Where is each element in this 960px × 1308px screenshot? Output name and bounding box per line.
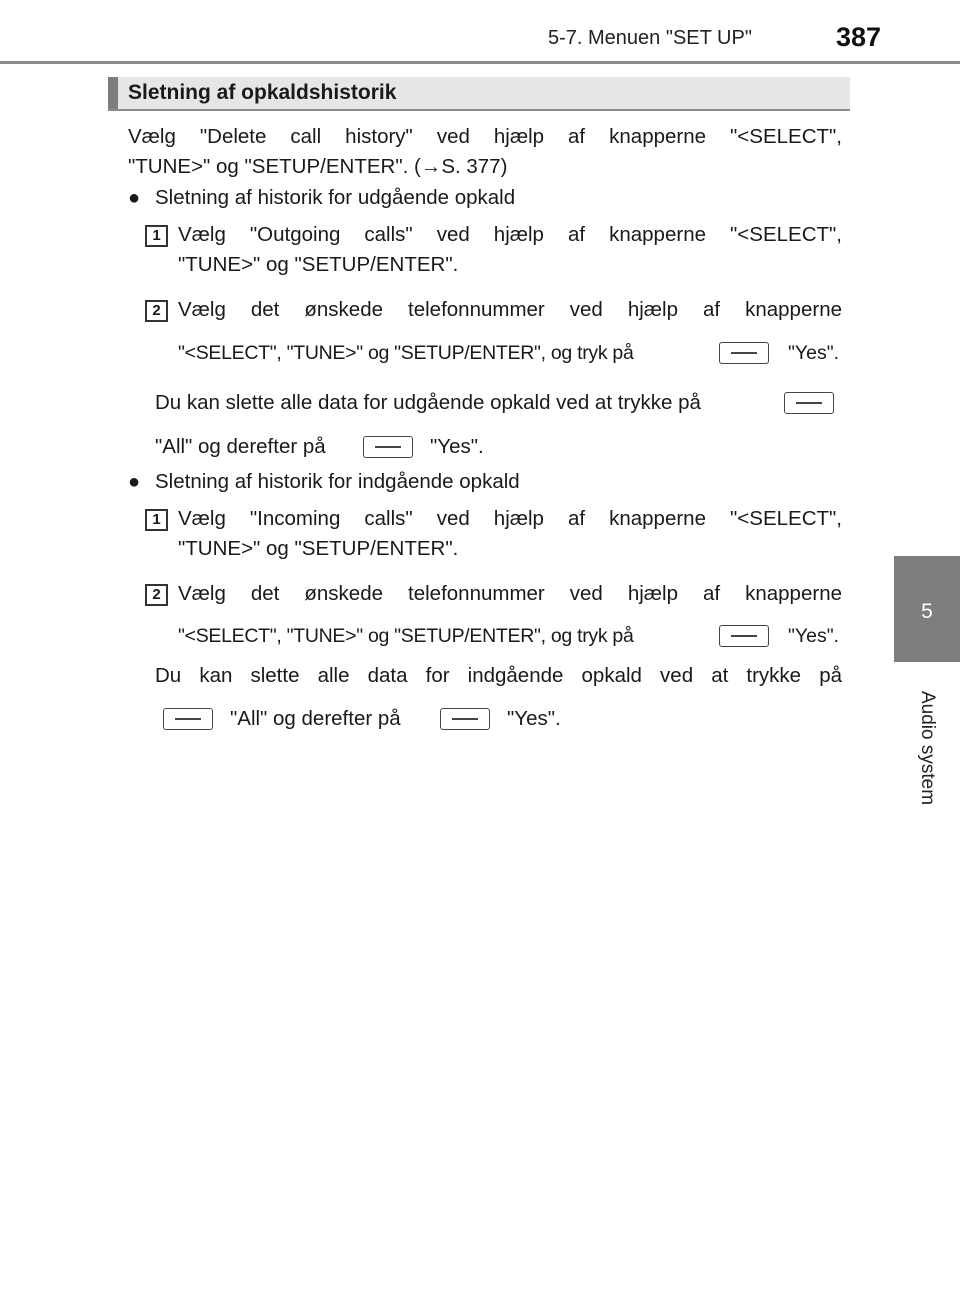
incoming-note-line-2b: "Yes". xyxy=(507,707,561,730)
outgoing-note-line-1: Du kan slette alle data for udgående opkald ved at trykke på xyxy=(155,391,701,414)
bullet-icon: ● xyxy=(128,471,141,493)
incoming-step2-yes: "Yes". xyxy=(788,625,840,647)
chapter-title: 5-7. Menuen "SET UP" xyxy=(548,27,752,49)
chapter-tab-label-area xyxy=(894,668,960,828)
seek-button-icon xyxy=(719,342,769,364)
outgoing-step1-line-1: Vælg "Outgoing calls" ved hjælp af knapperne "<SELECT", xyxy=(178,223,842,246)
incoming-step1-line-1: Vælg "Incoming calls" ved hjælp af knapperne "<SELECT", xyxy=(178,507,842,530)
step-number-badge: 2 xyxy=(145,584,168,606)
intro-line-1: Vælg "Delete call history" ved hjælp af knapperne "<SELECT", xyxy=(128,125,842,148)
incoming-step2-line-1: Vælg det ønskede telefonnummer ved hjælp af knapperne xyxy=(178,582,842,605)
incoming-step2-line-2: "<SELECT", "TUNE>" og "SETUP/ENTER", og tryk på xyxy=(178,625,634,647)
step-number-badge: 2 xyxy=(145,300,168,322)
seek-button-icon xyxy=(784,392,834,414)
chapter-tab-label: Audio system xyxy=(917,690,938,806)
outgoing-step2-yes: "Yes". xyxy=(788,342,840,364)
header-divider xyxy=(0,61,960,64)
outgoing-heading: Sletning af historik for udgående opkald xyxy=(155,186,516,209)
chapter-tab-number: 5 xyxy=(921,600,933,623)
step-number-badge: 1 xyxy=(145,509,168,531)
bullet-icon: ● xyxy=(128,187,141,209)
outgoing-note-line-2b: "Yes". xyxy=(430,435,484,458)
intro-line-2: "TUNE>" og "SETUP/ENTER". (→S. 377) xyxy=(128,155,508,178)
outgoing-note-line-2a: "All" og derefter på xyxy=(155,435,326,458)
section-header xyxy=(108,77,850,111)
page-number: 387 xyxy=(836,22,882,52)
incoming-note-line-2a: "All" og derefter på xyxy=(230,707,401,730)
seek-button-icon xyxy=(719,625,769,647)
seek-button-icon xyxy=(363,436,413,458)
outgoing-step1-line-2: "TUNE>" og "SETUP/ENTER". xyxy=(178,253,459,276)
seek-button-icon xyxy=(440,708,490,730)
incoming-step1-line-2: "TUNE>" og "SETUP/ENTER". xyxy=(178,537,459,560)
section-header-bar xyxy=(108,77,118,109)
section-title: Sletning af opkaldshistorik xyxy=(128,81,397,104)
seek-button-icon xyxy=(163,708,213,730)
outgoing-step2-line-1: Vælg det ønskede telefonnummer ved hjælp af knapperne xyxy=(178,298,842,321)
step-number-badge: 1 xyxy=(145,225,168,247)
incoming-heading: Sletning af historik for indgående opkald xyxy=(155,470,520,493)
outgoing-step2-line-2: "<SELECT", "TUNE>" og "SETUP/ENTER", og tryk på xyxy=(178,342,634,364)
incoming-note-line-1: Du kan slette alle data for indgående opkald ved at trykke på xyxy=(155,664,842,687)
